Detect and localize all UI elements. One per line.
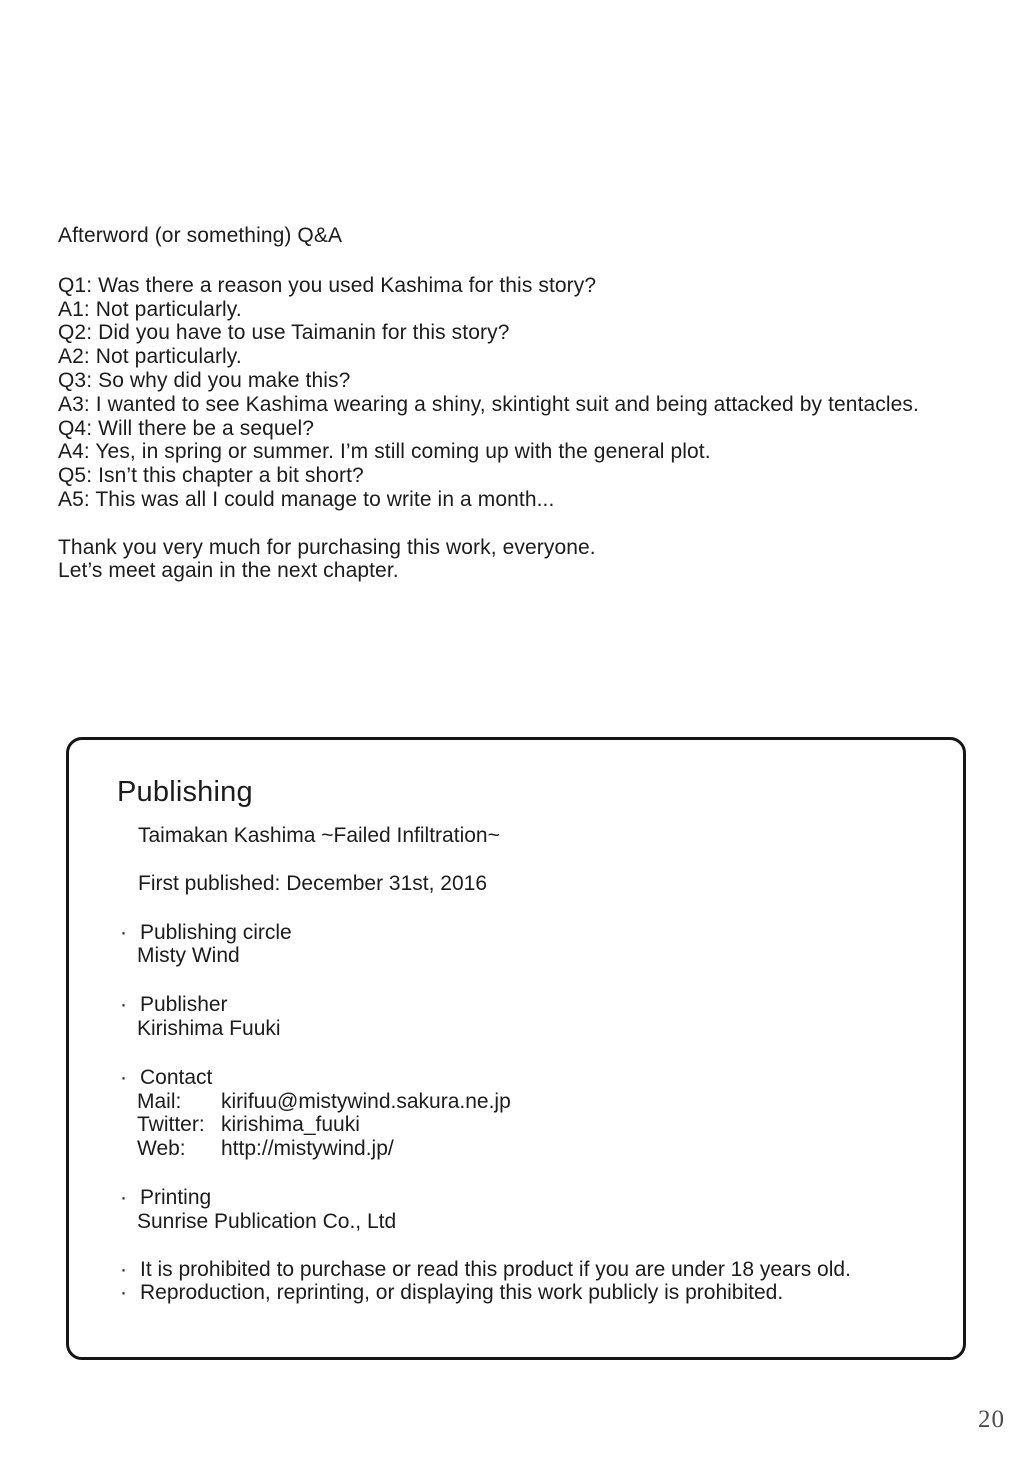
bullet-icon: · (120, 1185, 127, 1209)
contact-key: Mail: (137, 1089, 182, 1113)
section-value: Misty Wind (137, 944, 240, 968)
bullet-icon: · (120, 1065, 127, 1089)
qa-line: A4: Yes, in spring or summer. I’m still coming up with the general plot. (58, 440, 711, 464)
section-label: Printing (140, 1185, 212, 1209)
closing-line: Thank you very much for purchasing this work, everyone. (58, 535, 596, 559)
afterword-title: Afterword (or something) Q&A (58, 224, 343, 247)
bullet-icon: · (120, 1281, 127, 1305)
qa-line: Q2: Did you have to use Taimanin for this story? (58, 321, 510, 345)
section-publisher (117, 993, 953, 1041)
qa-line: A2: Not particularly. (58, 345, 242, 369)
qa-line: Q4: Will there be a sequel? (58, 416, 315, 440)
qa-line: A5: This was all I could manage to write in a month... (58, 487, 555, 511)
work-title: Taimakan Kashima ~Failed Infiltration~ (138, 824, 500, 847)
notice-text: Reproduction, reprinting, or displaying this work publicly is prohibited. (140, 1281, 784, 1305)
section-printing (117, 1186, 953, 1234)
publishing-heading: Publishing (117, 776, 253, 808)
section-label-row (117, 993, 953, 1017)
bullet-icon: · (120, 993, 127, 1017)
section-value: Kirishima Fuuki (137, 1016, 281, 1040)
qa-line: A1: Not particularly. (58, 297, 242, 321)
section-publishing-circle (117, 921, 953, 969)
closing-line: Let’s meet again in the next chapter. (58, 559, 399, 583)
notice-text: It is prohibited to purchase or read this product if you are under 18 years old. (140, 1257, 851, 1281)
contact-key: Twitter: (137, 1113, 205, 1137)
contact-value-twitter: kirishima_fuuki (221, 1113, 360, 1137)
afterword-section (58, 224, 919, 583)
publishing-box-content (69, 740, 963, 1305)
section-label-row (117, 921, 953, 945)
section-label-row (117, 1066, 953, 1090)
contact-row-mail (137, 1090, 953, 1114)
qa-line: A3: I wanted to see Kashima wearing a shiny, skintight suit and being attacked by tentacles. (58, 392, 919, 416)
section-label: Publisher (140, 993, 228, 1017)
qa-line: Q1: Was there a reason you used Kashima for this story? (58, 273, 597, 297)
notice-line (117, 1281, 953, 1305)
contact-row-twitter (137, 1113, 953, 1137)
contact-key: Web: (137, 1137, 186, 1161)
section-label: Contact (140, 1065, 213, 1089)
bullet-icon: · (120, 920, 127, 944)
notice-line (117, 1258, 953, 1282)
section-contact (117, 1066, 953, 1161)
first-published: First published: December 31st, 2016 (138, 871, 488, 895)
contact-row-web (137, 1137, 953, 1161)
section-value: Sunrise Publication Co., Ltd (137, 1209, 397, 1233)
contact-value-email: kirifuu@mistywind.sakura.ne.jp (221, 1089, 511, 1113)
section-label-row (117, 1186, 953, 1210)
contact-value-url: http://mistywind.jp/ (221, 1137, 394, 1161)
page-number: 20 (978, 1406, 1005, 1433)
section-label: Publishing circle (140, 920, 292, 944)
bullet-icon: · (120, 1257, 127, 1281)
closing-block (58, 536, 919, 584)
qa-block (58, 274, 919, 512)
qa-line: Q3: So why did you make this? (58, 368, 351, 392)
publishing-box (66, 737, 966, 1360)
notices (117, 1258, 953, 1306)
qa-line: Q5: Isn’t this chapter a bit short? (58, 464, 364, 488)
